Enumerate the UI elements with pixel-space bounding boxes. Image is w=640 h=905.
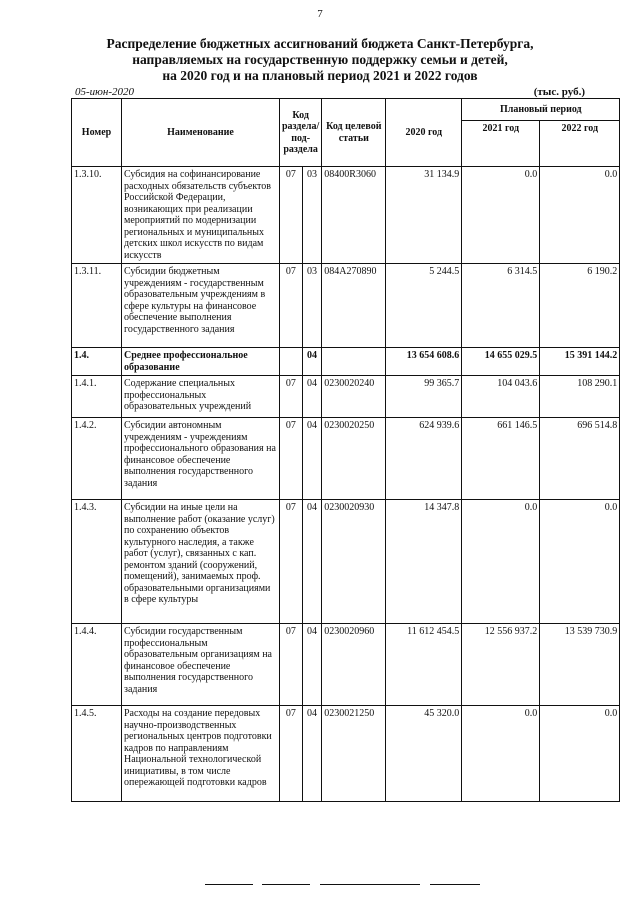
row-value-2022: 15 391 144.2 xyxy=(540,348,620,376)
row-number: 1.4.3. xyxy=(72,500,122,624)
row-number: 1.4.4. xyxy=(72,624,122,706)
row-value-2020: 45 320.0 xyxy=(386,706,462,802)
row-section: 07 xyxy=(280,418,303,500)
row-number: 1.4.2. xyxy=(72,418,122,500)
row-subsection: 03 xyxy=(302,264,322,348)
row-target-code: 08400R3060 xyxy=(322,167,386,264)
row-value-2021: 0.0 xyxy=(462,500,540,624)
table-row xyxy=(72,624,620,706)
row-name: Субсидии государственным профессиональным образовательным организациям на финансовое обеспечение выполнения государственного задания xyxy=(122,624,280,706)
row-name: Расходы на создание передовых научно-производственных региональных центров подготовки кадров по направлениям Национальной технологической инициативы, в том числе опережающей подготовки кадров xyxy=(122,706,280,802)
document-date: 05-июн-2020 xyxy=(75,86,135,98)
footer-divider xyxy=(205,884,253,885)
row-name: Субсидии автономным учреждениям - учреждениям профессионального образования на финансовое обеспечение выполнения государственного задания xyxy=(122,418,280,500)
table-row xyxy=(72,264,620,348)
row-target-code: 084A270890 xyxy=(322,264,386,348)
row-number: 1.4.5. xyxy=(72,706,122,802)
row-value-2022: 108 290.1 xyxy=(540,376,620,418)
footer-divider xyxy=(320,884,420,885)
table-body xyxy=(72,167,620,802)
header-2021: 2021 год xyxy=(462,121,540,167)
title-line: направляемых на государственную поддержку семьи и детей, xyxy=(132,52,508,67)
row-section: 07 xyxy=(280,376,303,418)
row-value-2021: 12 556 937.2 xyxy=(462,624,540,706)
row-subsection: 04 xyxy=(302,348,322,376)
row-target-code: 0230020960 xyxy=(322,624,386,706)
row-section: 07 xyxy=(280,500,303,624)
header-2020: 2020 год xyxy=(386,99,462,167)
header-name: Наименование xyxy=(122,99,280,167)
table-row xyxy=(72,418,620,500)
row-value-2021: 0.0 xyxy=(462,167,540,264)
row-value-2020: 5 244.5 xyxy=(386,264,462,348)
header-2022: 2022 год xyxy=(540,121,620,167)
row-section: 07 xyxy=(280,264,303,348)
row-value-2022: 696 514.8 xyxy=(540,418,620,500)
row-target-code: 0230020240 xyxy=(322,376,386,418)
row-value-2020: 13 654 608.6 xyxy=(386,348,462,376)
header-target-code: Код целевой статьи xyxy=(322,99,386,167)
document-title xyxy=(60,36,580,84)
page-number: 7 xyxy=(317,8,323,20)
row-value-2021: 661 146.5 xyxy=(462,418,540,500)
row-subsection: 03 xyxy=(302,167,322,264)
row-name: Субсидии бюджетным учреждениям - государственным образовательным учреждениям в сфере культуры на финансовое обеспечение выполнения государственного задания xyxy=(122,264,280,348)
row-section: 07 xyxy=(280,167,303,264)
row-subsection: 04 xyxy=(302,706,322,802)
row-value-2022: 0.0 xyxy=(540,167,620,264)
row-number: 1.3.10. xyxy=(72,167,122,264)
row-value-2021: 14 655 029.5 xyxy=(462,348,540,376)
row-number: 1.4.1. xyxy=(72,376,122,418)
row-section: 07 xyxy=(280,706,303,802)
budget-table xyxy=(71,98,620,802)
row-name: Субсидия на софинансирование расходных обязательств субъектов Российской Федерации, возникающих при реализации мероприятий по модернизации региональных и муниципальных детских школ искусств по видам искусств xyxy=(122,167,280,264)
row-value-2022: 0.0 xyxy=(540,706,620,802)
row-target-code xyxy=(322,348,386,376)
row-name: Субсидии на иные цели на выполнение работ (оказание услуг) по сохранению объектов культурного наследия, а также работ (услуг), связанных с кап. ремонтом зданий (сооружений, помещений), занимаемых проф. образовательными организациями в сфере культуры xyxy=(122,500,280,624)
row-value-2021: 104 043.6 xyxy=(462,376,540,418)
footer-divider xyxy=(262,884,310,885)
table-row xyxy=(72,376,620,418)
row-subsection: 04 xyxy=(302,418,322,500)
units-label: (тыс. руб.) xyxy=(533,86,585,98)
row-section xyxy=(280,348,303,376)
table-row xyxy=(72,167,620,264)
row-value-2020: 31 134.9 xyxy=(386,167,462,264)
row-value-2021: 6 314.5 xyxy=(462,264,540,348)
row-name: Содержание специальных профессиональных образовательных учреждений xyxy=(122,376,280,418)
row-value-2022: 6 190.2 xyxy=(540,264,620,348)
row-subsection: 04 xyxy=(302,376,322,418)
row-subsection: 04 xyxy=(302,624,322,706)
row-number: 1.3.11. xyxy=(72,264,122,348)
header-planned-period: Плановый период xyxy=(462,99,620,121)
row-subsection: 04 xyxy=(302,500,322,624)
row-target-code: 0230021250 xyxy=(322,706,386,802)
row-value-2021: 0.0 xyxy=(462,706,540,802)
header-number: Номер xyxy=(72,99,122,167)
row-value-2022: 0.0 xyxy=(540,500,620,624)
table-row xyxy=(72,500,620,624)
row-value-2022: 13 539 730.9 xyxy=(540,624,620,706)
row-value-2020: 99 365.7 xyxy=(386,376,462,418)
row-name: Среднее профессиональное образование xyxy=(122,348,280,376)
table-row xyxy=(72,348,620,376)
row-target-code: 0230020250 xyxy=(322,418,386,500)
row-value-2020: 11 612 454.5 xyxy=(386,624,462,706)
table-row xyxy=(72,706,620,802)
row-value-2020: 14 347.8 xyxy=(386,500,462,624)
header-section-code: Код раздела/ под-раздела xyxy=(280,99,322,167)
row-number: 1.4. xyxy=(72,348,122,376)
row-target-code: 0230020930 xyxy=(322,500,386,624)
row-section: 07 xyxy=(280,624,303,706)
footer-divider xyxy=(430,884,480,885)
title-line: Распределение бюджетных ассигнований бюджета Санкт-Петербурга, xyxy=(106,36,534,51)
row-value-2020: 624 939.6 xyxy=(386,418,462,500)
title-line: на 2020 год и на плановый период 2021 и 2022 годов xyxy=(162,68,478,83)
